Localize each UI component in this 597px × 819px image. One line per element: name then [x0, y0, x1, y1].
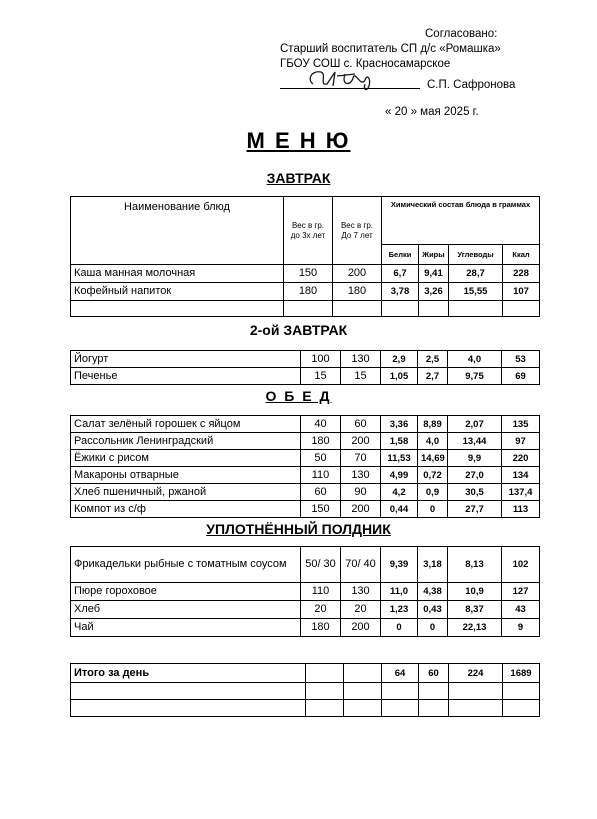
fat: 0 [418, 619, 448, 637]
fat: 8,89 [418, 416, 448, 433]
kcal: 107 [503, 283, 540, 301]
table-row [71, 265, 540, 283]
header-dish: Наименование блюд [71, 197, 284, 265]
lunch-table [70, 415, 540, 518]
kcal: 135 [502, 416, 540, 433]
totals-table [70, 663, 540, 717]
table-row [71, 283, 540, 301]
dish-name: Кофейный напиток [71, 283, 284, 301]
second-breakfast-table [70, 350, 540, 385]
protein: 3,36 [381, 416, 418, 433]
dish-name: Пюре гороховое [71, 583, 301, 601]
kcal: 97 [502, 433, 540, 450]
header-carbs: Углеводы [449, 245, 503, 265]
weight-7: 130 [341, 351, 381, 368]
fat: 4,0 [418, 433, 448, 450]
weight-3: 180 [301, 433, 341, 450]
total-label: Итого за день [71, 664, 306, 683]
fat: 3,18 [418, 547, 448, 583]
protein: 1,23 [381, 601, 418, 619]
carbs: 2,07 [448, 416, 502, 433]
protein: 11,0 [381, 583, 418, 601]
fat: 2,5 [418, 351, 448, 368]
protein: 1,58 [381, 433, 418, 450]
table-row [71, 501, 540, 518]
carbs: 4,0 [448, 351, 502, 368]
weight-7: 130 [341, 467, 381, 484]
weight-3: 180 [284, 283, 333, 301]
kcal: 228 [503, 265, 540, 283]
fat: 0,43 [418, 601, 448, 619]
dish-name: Чай [71, 619, 301, 637]
approval-position: Старший воспитатель СП д/с «Ромашка» [280, 43, 501, 55]
fat: 14,69 [418, 450, 448, 467]
weight-7: 200 [333, 265, 382, 283]
weight-3: 100 [301, 351, 341, 368]
weight-3: 110 [301, 583, 341, 601]
header-chemical: Химический состав блюда в граммах [382, 197, 540, 245]
carbs: 27,7 [448, 501, 502, 518]
protein: 0,44 [381, 501, 418, 518]
protein: 6,7 [382, 265, 419, 283]
total-protein: 64 [382, 664, 419, 683]
section-title-lunch: О Б Е Д [265, 388, 332, 404]
header-weight-7: Вес в гр. До 7 лет [333, 197, 382, 265]
dish-name: Макароны отварные [71, 467, 301, 484]
header-kcal: Ккал [503, 245, 540, 265]
kcal: 102 [502, 547, 540, 583]
protein: 0 [381, 619, 418, 637]
fat: 0 [418, 501, 448, 518]
dish-name: Салат зелёный горошек с яйцом [71, 416, 301, 433]
carbs: 15,55 [449, 283, 503, 301]
fat: 0,9 [418, 484, 448, 501]
header-fat: Жиры [419, 245, 449, 265]
fat: 2,7 [418, 368, 448, 385]
weight-3: 180 [301, 619, 341, 637]
table-row [71, 467, 540, 484]
kcal: 113 [502, 501, 540, 518]
carbs: 28,7 [449, 265, 503, 283]
section-title-second-breakfast: 2-ой ЗАВТРАК [249, 322, 348, 338]
kcal: 137,4 [502, 484, 540, 501]
table-row [71, 433, 540, 450]
weight-7: 200 [341, 619, 381, 637]
protein: 1,05 [381, 368, 418, 385]
dish-name: Йогурт [71, 351, 301, 368]
section-title-snack: УПЛОТНЁННЫЙ ПОЛДНИК [206, 521, 391, 537]
total-fat: 60 [419, 664, 449, 683]
weight-3: 110 [301, 467, 341, 484]
table-row [71, 601, 540, 619]
carbs: 8,13 [448, 547, 502, 583]
dish-name: Хлеб [71, 601, 301, 619]
weight-7: 200 [341, 501, 381, 518]
total-carbs: 224 [449, 664, 503, 683]
weight-7: 90 [341, 484, 381, 501]
header-protein: Белки [382, 245, 419, 265]
carbs: 9,75 [448, 368, 502, 385]
weight-7: 15 [341, 368, 381, 385]
carbs: 30,5 [448, 484, 502, 501]
kcal: 53 [502, 351, 540, 368]
kcal: 43 [502, 601, 540, 619]
protein: 9,39 [381, 547, 418, 583]
protein: 11,53 [381, 450, 418, 467]
dish-name: Печенье [71, 368, 301, 385]
total-kcal: 1689 [503, 664, 540, 683]
dish-name: Компот из с/ф [71, 501, 301, 518]
table-row [71, 416, 540, 433]
weight-7: 70 [341, 450, 381, 467]
carbs: 22,13 [448, 619, 502, 637]
protein: 4,2 [381, 484, 418, 501]
weight-3: 50 [301, 450, 341, 467]
weight-7: 180 [333, 283, 382, 301]
carbs: 27,0 [448, 467, 502, 484]
weight-3: 50/ 30 [301, 547, 341, 583]
handwritten-signature [305, 62, 385, 94]
snack-table [70, 546, 540, 637]
weight-3: 150 [284, 265, 333, 283]
kcal: 134 [502, 467, 540, 484]
dish-name: Фрикадельки рыбные с томатным соусом [71, 547, 301, 583]
header-weight-3: Вес в гр. до 3х лет [284, 197, 333, 265]
dish-name: Хлеб пшеничный, ржаной [71, 484, 301, 501]
menu-title: М Е Н Ю [246, 128, 351, 153]
weight-3: 40 [301, 416, 341, 433]
weight-7: 60 [341, 416, 381, 433]
kcal: 69 [502, 368, 540, 385]
table-row [71, 583, 540, 601]
fat: 3,26 [419, 283, 449, 301]
table-row [71, 619, 540, 637]
weight-7: 200 [341, 433, 381, 450]
fat: 4,38 [418, 583, 448, 601]
kcal: 220 [502, 450, 540, 467]
dish-name: Каша манная молочная [71, 265, 284, 283]
approval-label: Согласовано: [425, 28, 498, 40]
weight-7: 70/ 40 [341, 547, 381, 583]
table-row [71, 547, 540, 583]
table-row [71, 484, 540, 501]
weight-3: 20 [301, 601, 341, 619]
fat: 9,41 [419, 265, 449, 283]
kcal: 9 [502, 619, 540, 637]
approval-organization: ГБОУ СОШ с. Красносамарское [280, 58, 451, 70]
protein: 4,99 [381, 467, 418, 484]
carbs: 8,37 [448, 601, 502, 619]
protein: 2,9 [381, 351, 418, 368]
carbs: 13,44 [448, 433, 502, 450]
section-title-breakfast: ЗАВТРАК [266, 170, 331, 186]
protein: 3,78 [382, 283, 419, 301]
table-row [71, 368, 540, 385]
weight-7: 130 [341, 583, 381, 601]
weight-3: 150 [301, 501, 341, 518]
table-row [71, 450, 540, 467]
weight-3: 15 [301, 368, 341, 385]
approval-date: « 20 » мая 2025 г. [385, 106, 479, 118]
weight-7: 20 [341, 601, 381, 619]
dish-name: Рассольник Ленинградский [71, 433, 301, 450]
breakfast-table [70, 196, 540, 317]
kcal: 127 [502, 583, 540, 601]
signer-name: С.П. Сафронова [427, 79, 516, 91]
carbs: 9,9 [448, 450, 502, 467]
table-row [71, 351, 540, 368]
dish-name: Ёжики с рисом [71, 450, 301, 467]
weight-3: 60 [301, 484, 341, 501]
fat: 0,72 [418, 467, 448, 484]
carbs: 10,9 [448, 583, 502, 601]
